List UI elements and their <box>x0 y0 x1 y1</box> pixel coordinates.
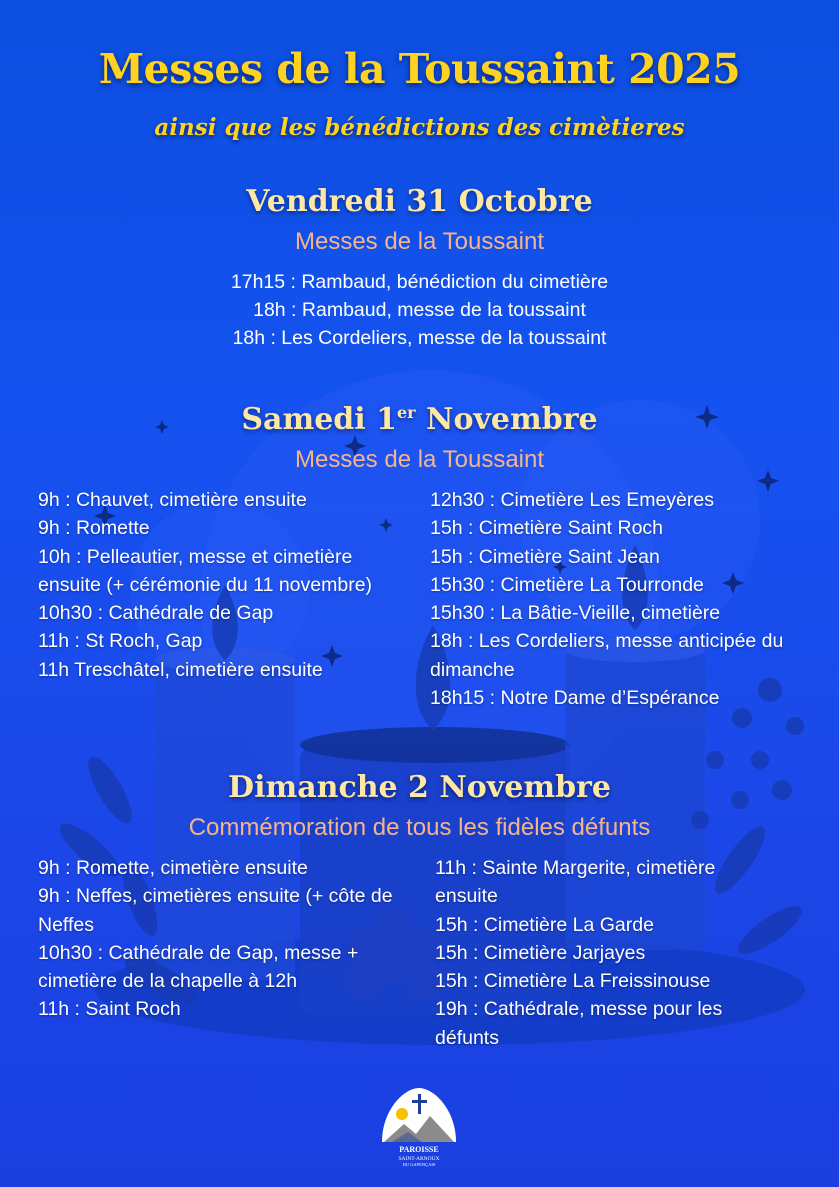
list-item: 19h : Cathédrale, messe pour les défunts <box>435 998 723 1049</box>
list-item: 15h : Cimetière La Garde <box>435 913 654 936</box>
list-item: 12h30 : Cimetière Les Emeyères <box>430 489 714 511</box>
sunday-left-list <box>38 854 403 1024</box>
list-item: 15h : Cimetière Saint Roch <box>430 517 664 540</box>
list-item: 18h : Les Cordeliers, messe de la toussaint <box>232 327 607 349</box>
saturday-right-list <box>430 486 795 712</box>
list-item: 11h : St Roch, Gap <box>38 630 203 653</box>
sunday-section-title: Commémoration de tous les fidèles défunts <box>188 814 651 841</box>
list-item: 9h : Romette, cimetière ensuite <box>38 857 308 879</box>
sun-icon <box>396 1108 408 1120</box>
friday-section-title: Messes de la Toussaint <box>294 228 545 255</box>
list-item: 15h : Cimetière La Freissinouse <box>435 970 711 993</box>
page-title: Messes de la Toussaint 2025 <box>98 45 741 93</box>
list-item: 18h : Rambaud, messe de la toussaint <box>253 299 586 321</box>
list-item: 9h : Romette <box>38 517 150 540</box>
list-item: 10h30 : Cathédrale de Gap, messe + cimetière de la chapelle à 12h <box>38 941 359 993</box>
list-item: 10h30 : Cathédrale de Gap <box>38 602 274 625</box>
saturday-section-title: Messes de la Toussaint <box>294 446 545 473</box>
friday-heading: Vendredi 31 Octobre <box>246 184 593 219</box>
saturday-heading-month: Novembre <box>415 402 598 437</box>
list-item: 15h : Cimetière Jarjayes <box>435 941 646 964</box>
list-item: 15h30 : Cimetière La Tourronde <box>430 573 704 596</box>
logo-text-line2: SAINT-ARNOUX <box>398 1156 440 1162</box>
list-item: 15h30 : La Bâtie-Vieille, cimetière <box>430 602 721 625</box>
sunday-right-list <box>435 854 775 1052</box>
list-item: 15h : Cimetière Saint Jean <box>430 545 660 568</box>
list-item: 11h Treschâtel, cimetière ensuite <box>38 658 323 681</box>
logo-text-line3: DU GAPENÇAIS <box>402 1162 436 1167</box>
friday-list <box>0 268 839 352</box>
list-item: 10h : Pelleautier, messe et cimetière ensuite (+ cérémonie du 11 novembre) <box>38 545 373 596</box>
logo-text-line1: PAROISSE <box>399 1145 439 1154</box>
cross-icon <box>418 1094 421 1114</box>
page-subtitle: ainsi que les bénédictions des cimètieres <box>154 114 685 141</box>
parish-logo <box>374 1080 464 1170</box>
list-item: 11h : Saint Roch <box>38 998 181 1021</box>
saturday-heading-text: Samedi 1 <box>241 402 397 437</box>
saturday-heading <box>0 402 839 437</box>
list-item: 9h : Chauvet, cimetière ensuite <box>38 489 307 511</box>
list-item: 9h : Neffes, cimetières ensuite (+ côte de Neffes <box>38 885 393 936</box>
saturday-left-list <box>38 486 393 684</box>
saturday-heading-sup: er <box>397 403 416 422</box>
list-item: 17h15 : Rambaud, bénédiction du cimetière <box>230 271 609 293</box>
list-item: 18h15 : Notre Dame d’Espérance <box>430 687 720 710</box>
sunday-heading: Dimanche 2 Novembre <box>228 770 611 805</box>
list-item: 11h : Sainte Margerite, cimetière ensuite <box>435 857 716 908</box>
list-item: 18h : Les Cordeliers, messe anticipée du dimanche <box>430 630 784 681</box>
